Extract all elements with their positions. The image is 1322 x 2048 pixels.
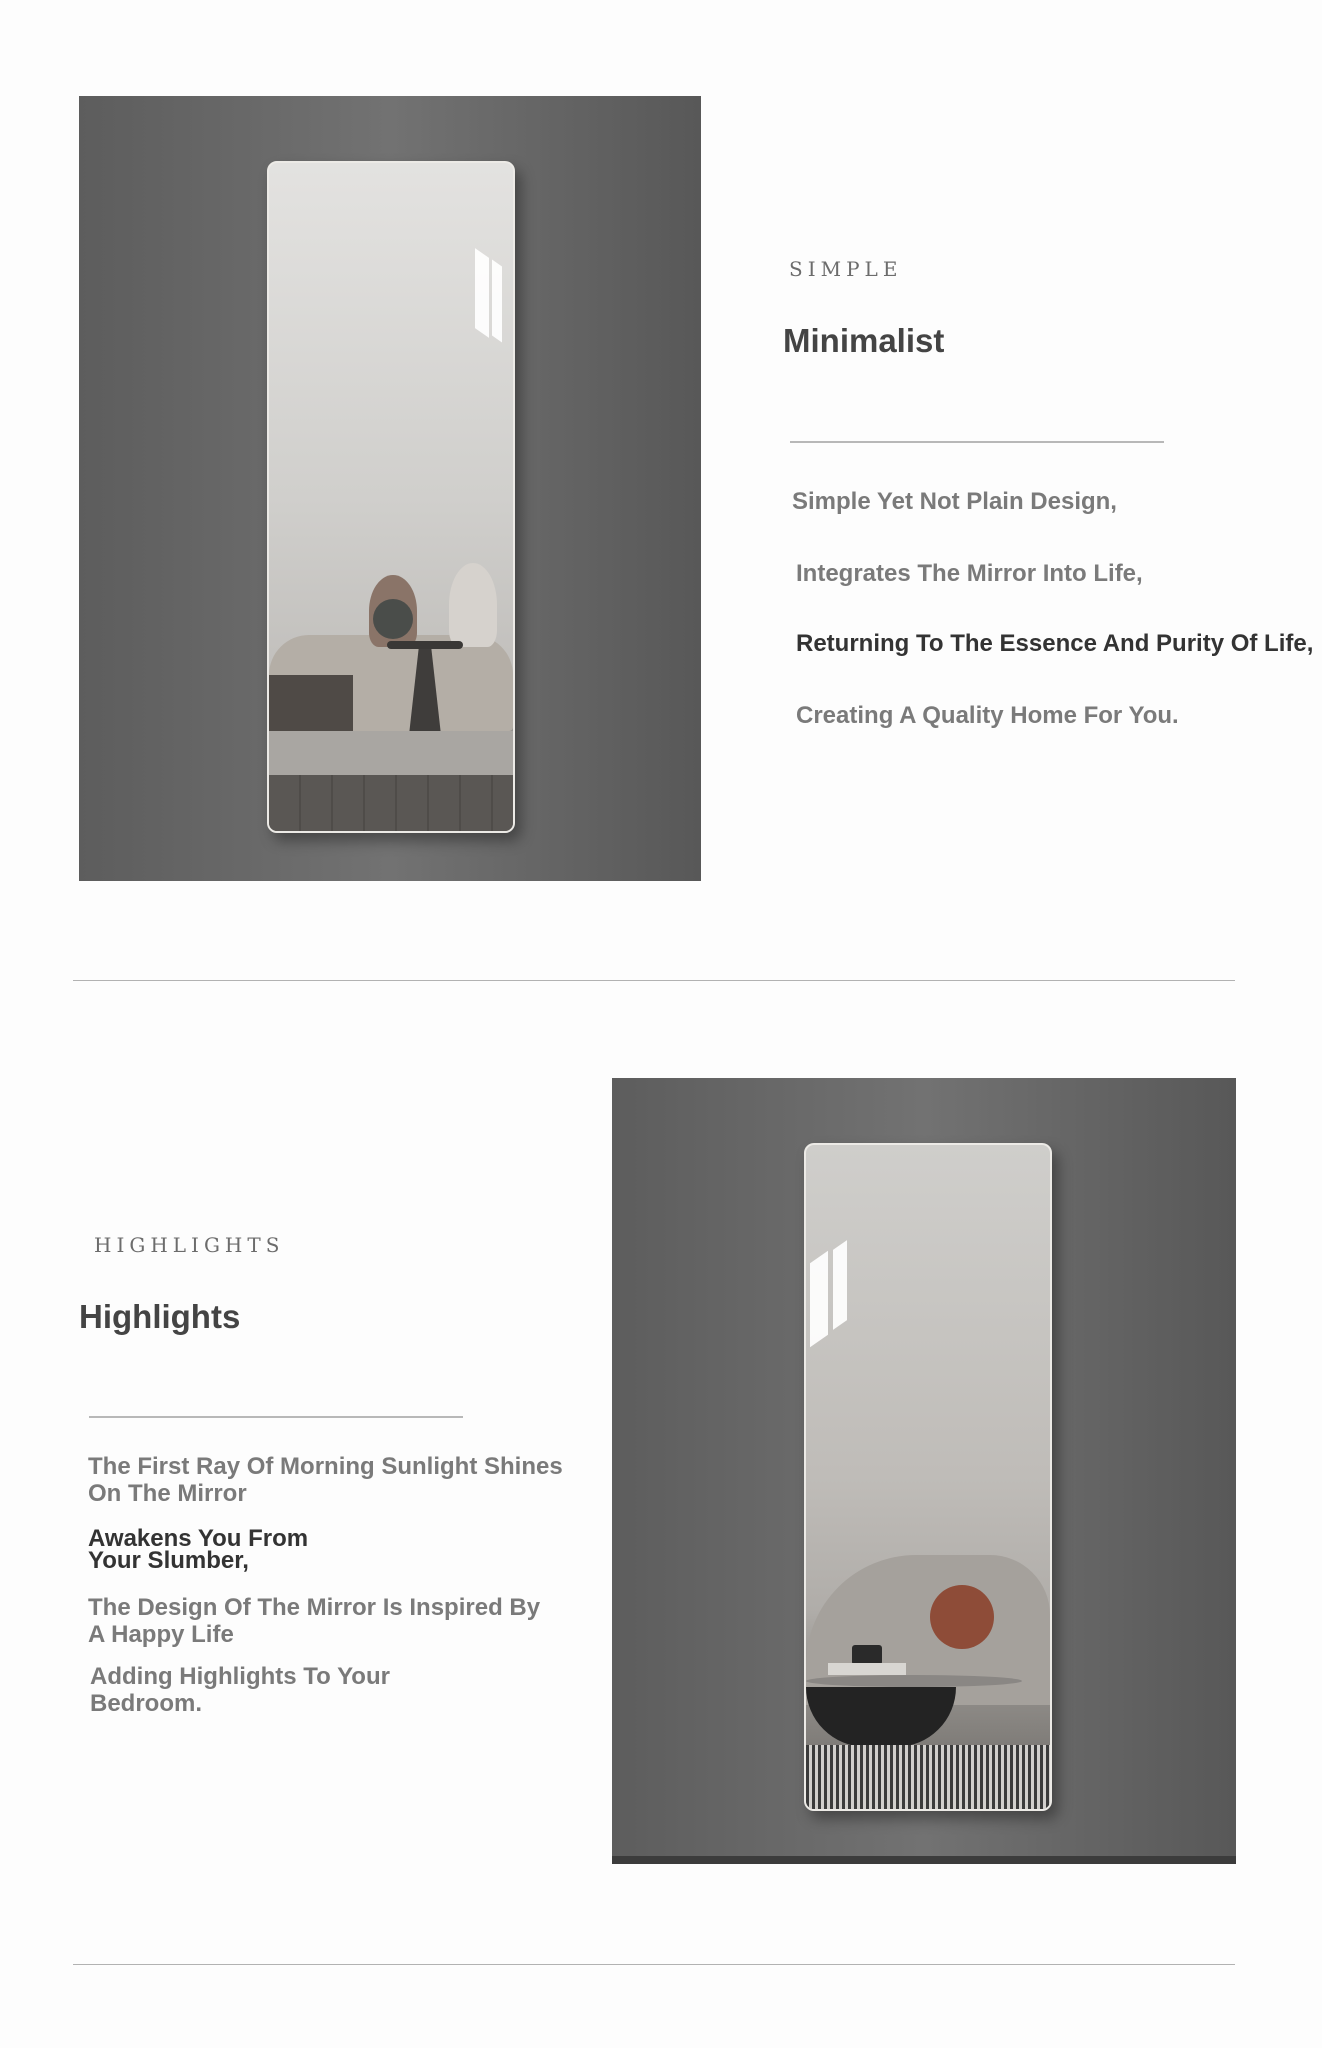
reflected-cushion	[449, 563, 497, 647]
reflected-ball	[373, 599, 413, 639]
title-underline	[89, 1416, 463, 1418]
feature-line: Simple Yet Not Plain Design,	[792, 488, 1117, 515]
section-divider	[73, 980, 1235, 981]
reflected-coffee-table	[269, 675, 353, 735]
section-eyebrow: HIGHLIGHTS	[94, 1233, 285, 1257]
feature-line: Integrates The Mirror Into Life,	[796, 560, 1143, 587]
mirror-photo-lounge	[612, 1078, 1236, 1864]
reflected-table-top	[806, 1675, 1022, 1687]
full-length-mirror	[804, 1143, 1052, 1811]
reflected-table-base	[806, 1687, 956, 1747]
section-divider	[73, 1964, 1235, 1965]
reflected-orange-ball	[930, 1585, 994, 1649]
mirror-glint	[810, 1251, 828, 1348]
reflected-floor	[269, 775, 513, 831]
feature-line: The First Ray Of Morning Sunlight Shines On The Mirror	[88, 1453, 563, 1507]
section-title: Minimalist	[783, 322, 945, 359]
feature-line: Adding Highlights To Your Bedroom.	[90, 1663, 390, 1717]
feature-line: The Design Of The Mirror Is Inspired By A Happy Life	[88, 1594, 541, 1648]
feature-line: Returning To The Essence And Purity Of Life,	[796, 630, 1314, 657]
feature-line: Creating A Quality Home For You.	[796, 702, 1179, 729]
mirror-glint	[492, 259, 502, 342]
feature-line: Awakens You From Your Slumber,	[88, 1525, 309, 1574]
mirror-glint	[833, 1240, 847, 1330]
reflected-rug	[806, 1745, 1050, 1809]
reflected-rug	[269, 731, 513, 775]
section-title: Highlights	[79, 1298, 241, 1335]
mirror-glint	[475, 248, 489, 338]
reflected-camera	[852, 1645, 882, 1665]
section-eyebrow: SIMPLE	[789, 257, 903, 281]
title-underline	[790, 441, 1164, 443]
full-length-mirror	[267, 161, 515, 833]
mirror-photo-living-room	[79, 96, 701, 881]
reflected-side-table	[387, 641, 463, 649]
reflected-books	[828, 1663, 906, 1675]
